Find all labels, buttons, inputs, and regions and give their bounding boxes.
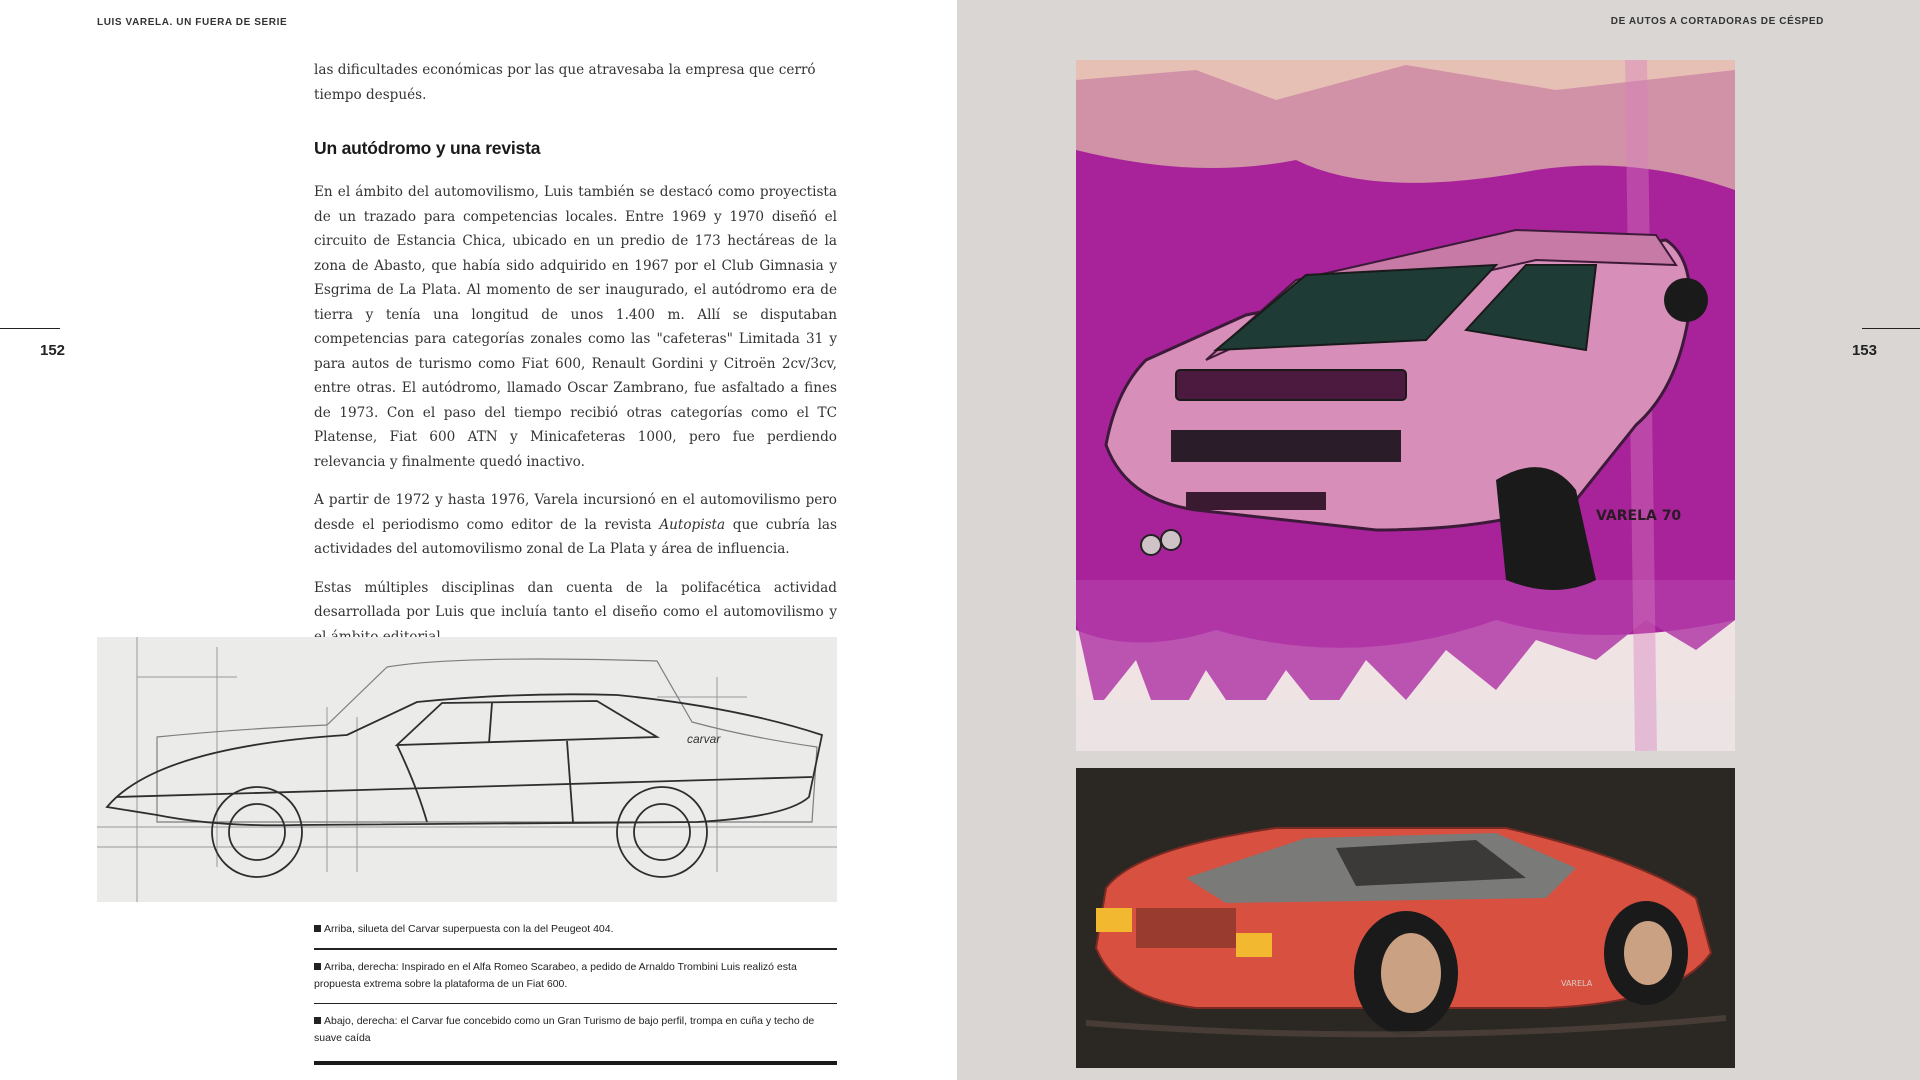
purple-car-painting: [1076, 60, 1735, 751]
caption-divider: [314, 948, 837, 950]
render-drawing: [1076, 768, 1735, 1068]
caption-bullet: [314, 963, 321, 970]
right-running-head: DE AUTOS A CORTADORAS DE CÉSPED: [1610, 16, 1824, 27]
caption-3-text: Abajo, derecha: el Carvar fue concebido como un Gran Turismo de bajo perfil, trompa en cuña y techo de suave caída: [314, 1015, 815, 1044]
paragraph-revista-end: que cubría las actividades del automovilismo zonal de La Plata y área de influencia.: [314, 516, 838, 557]
render-signature: VARELA: [1561, 979, 1593, 988]
caption-1-text: Arriba, silueta del Carvar superpuesta con la del Peugeot 404.: [324, 923, 614, 935]
caption-3: [314, 1010, 837, 1053]
red-car-render: [1076, 768, 1735, 1068]
caption-2-text: Arriba, derecha: Inspirado en el Alfa Romeo Scarabeo, a pedido de Arnaldo Trombini Luis realizó esta propuesta extrema sobre la plataforma de un Fiat 600.: [314, 960, 797, 990]
left-folio-rule: [0, 328, 60, 329]
sketch-drawing: [97, 637, 837, 902]
left-running-head: LUIS VARELA. UN FUERA DE SERIE: [97, 17, 288, 28]
paragraph-revista-start: A partir de 1972 y hasta 1976, Varela incursionó en el automovilismo pero desde el periodismo como editor de la revista: [314, 492, 837, 533]
caption-bullet: [314, 925, 321, 932]
paragraph-autodromo: En el ámbito del automovilismo, Luis también se destacó como proyectista de un trazado para competencias locales. Entre 1969 y 1970 diseñó el circuito de Estancia Chica, ubicado en un predio de 173 hectáreas de la zona de Abasto, que había sido adquirido en 1967 por el Club Gimnasia y Esgrima de La Plata. Al momento de ser inaugurado, el autódromo era de tierra y tenía una longitud de unos 1.400 m. Allí se disputaban competencias para categorías zonales como las "cafeteras" Limitada 31 y para autos de turismo como Fiat 600, Renault Gordini y Citroën 2cv/3cv, entre otras. El autódromo, llamado Oscar Zambrano, fue asfaltado a fines de 1973. Con el paso del tiempo recibió otras categorías como el TC Platense, Fiat 600 ATN y Minicafeteras 1000, pero fue perdiendo relevancia y finalmente quedó inactivo.: [314, 184, 837, 470]
body-column: [314, 180, 837, 663]
paragraph-revista: [314, 488, 837, 562]
painting-drawing: [1076, 60, 1735, 751]
intro-line-1: las dificultades económicas por las que atravesaba la empresa que cerró: [314, 62, 816, 78]
caption-bullet: [314, 1017, 321, 1024]
carvar-silhouette-sketch: [97, 637, 837, 902]
right-folio-rule: [1862, 328, 1920, 329]
caption-divider: [314, 1003, 837, 1005]
intro-line-2: tiempo después.: [314, 86, 427, 103]
caption-2: [314, 956, 837, 999]
painting-signature: VARELA 70: [1596, 508, 1682, 524]
left-page: [0, 0, 957, 1080]
intro-text: [314, 58, 837, 107]
right-page-number: 153: [1851, 342, 1877, 359]
caption-1: [314, 918, 837, 944]
section-heading: Un autódromo y una revista: [314, 138, 541, 158]
left-page-number: 152: [40, 342, 66, 359]
paragraph-disciplinas: Estas múltiples disciplinas dan cuenta de la polifacética actividad desarrollada por Luis que incluía tanto el diseño como el automovilismo y: [314, 579, 837, 620]
magazine-title: Autopista: [659, 516, 726, 533]
captions-end-rule: [314, 1061, 837, 1065]
sketch-label: carvar: [687, 732, 721, 746]
captions: [314, 918, 837, 1065]
